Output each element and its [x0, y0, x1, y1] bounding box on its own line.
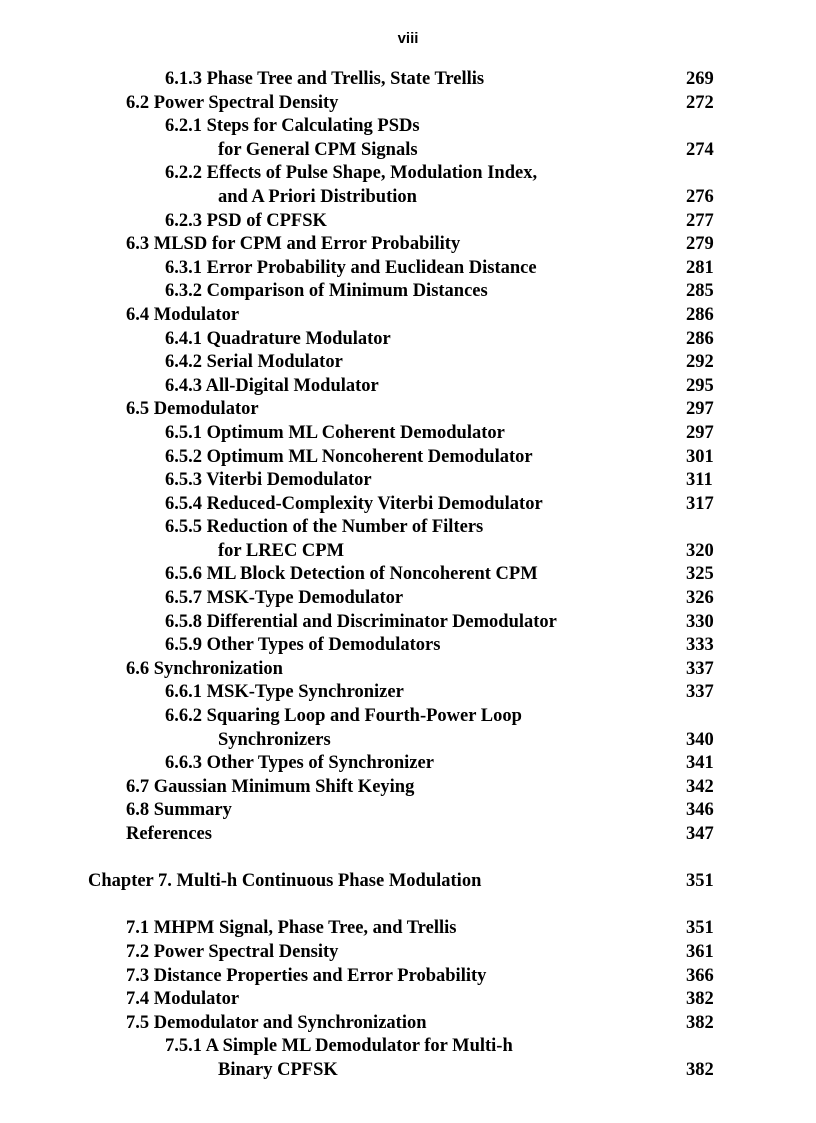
toc-entry-title: 6.5.1 Optimum ML Coherent Demodulator — [165, 422, 505, 443]
toc-entry-title: 6.8 Summary — [126, 800, 232, 821]
toc-entry — [0, 799, 816, 823]
toc-entry — [0, 941, 816, 965]
toc-entry-page: 286 — [686, 304, 714, 325]
toc-entry — [0, 516, 816, 540]
toc-entry-page: 279 — [686, 234, 714, 255]
toc-entry-page: 317 — [686, 493, 714, 514]
toc-entry — [0, 257, 816, 281]
toc-entry — [0, 375, 816, 399]
toc-entry-page: 274 — [686, 139, 714, 160]
toc-entry-page: 361 — [686, 941, 714, 962]
toc-entry-page: 272 — [686, 92, 714, 113]
toc-entry — [0, 469, 816, 493]
toc-entry-page: 351 — [686, 918, 714, 939]
toc-entry-title: 6.6.3 Other Types of Synchronizer — [165, 753, 434, 774]
toc-entry-page: 277 — [686, 210, 714, 231]
toc-entry — [0, 705, 816, 729]
toc-entry-title: 6.4.2 Serial Modulator — [165, 352, 343, 373]
toc-entry-title: 6.7 Gaussian Minimum Shift Keying — [126, 776, 415, 797]
toc-entry-title: for LREC CPM — [218, 540, 345, 561]
toc-entry-title: 6.3.2 Comparison of Minimum Distances — [165, 281, 488, 302]
toc-entry — [0, 587, 816, 611]
toc-entry-title: 6.5.4 Reduced-Complexity Viterbi Demodulator — [165, 493, 543, 514]
toc-spacer — [0, 847, 816, 871]
toc-entry-page: 330 — [686, 611, 714, 632]
toc-entry-page: 346 — [686, 800, 714, 821]
toc-entry — [0, 1059, 816, 1083]
toc-entry-title: 6.5 Demodulator — [126, 399, 259, 420]
toc-entry-title: 6.5.7 MSK-Type Demodulator — [165, 588, 404, 609]
toc-entry-title: 6.4 Modulator — [126, 304, 240, 325]
toc-entry-title: 6.5.3 Viterbi Demodulator — [165, 470, 372, 491]
toc-entry-title: Binary CPFSK — [218, 1059, 338, 1080]
toc-entry — [0, 776, 816, 800]
toc-entry-page: 347 — [686, 824, 714, 844]
toc-entry-page: 382 — [686, 1059, 714, 1080]
toc-entry-page: 297 — [686, 422, 714, 443]
toc-entry — [0, 917, 816, 941]
toc-entry — [0, 823, 816, 847]
toc-entry-page: 301 — [686, 446, 714, 467]
toc-entry-title: 6.5.2 Optimum ML Noncoherent Demodulator — [165, 446, 533, 467]
toc-entry-title: 6.1.3 Phase Tree and Trellis, State Trellis — [165, 69, 485, 89]
toc-entry-page: 269 — [686, 69, 714, 89]
toc-entry — [0, 92, 816, 116]
toc-entry-title: 7.4 Modulator — [126, 989, 240, 1010]
toc-entry — [0, 280, 816, 304]
toc-entry-title: 6.5.9 Other Types of Demodulators — [165, 635, 441, 656]
toc-entry — [0, 422, 816, 446]
toc-entry-page: 286 — [686, 328, 714, 349]
toc-entry-title: 6.6 Synchronization — [126, 658, 283, 679]
toc-entry — [0, 162, 816, 186]
toc-entry-page: 292 — [686, 352, 714, 373]
toc-entry-page: 382 — [686, 1012, 714, 1033]
toc-entry — [0, 115, 816, 139]
toc-entry-title: 6.3 MLSD for CPM and Error Probability — [126, 234, 461, 255]
toc-entry-title: 6.4.3 All-Digital Modulator — [165, 375, 379, 396]
toc-entry-page: 320 — [686, 540, 714, 561]
toc-entry — [0, 988, 816, 1012]
toc-entry — [0, 540, 816, 564]
toc-entry-page: 285 — [686, 281, 714, 302]
toc-entry — [0, 563, 816, 587]
toc-entry — [0, 398, 816, 422]
toc-entry — [0, 611, 816, 635]
toc-entry — [0, 681, 816, 705]
toc-entry-title: 7.5.1 A Simple ML Demodulator for Multi-h — [165, 1036, 513, 1057]
toc-entry-page: 337 — [686, 658, 714, 679]
toc-spacer — [0, 894, 816, 918]
toc-entry-page: 337 — [686, 682, 714, 703]
toc-entry — [0, 68, 816, 92]
toc-entry-page: 326 — [686, 588, 714, 609]
toc-entry — [0, 729, 816, 753]
toc-entry — [0, 186, 816, 210]
toc-entry — [0, 139, 816, 163]
toc-entry — [0, 1035, 816, 1059]
toc-entry — [0, 493, 816, 517]
toc-entry-title: 6.5.5 Reduction of the Number of Filters — [165, 517, 484, 538]
toc-entry-page: 351 — [686, 871, 714, 892]
toc-entry-page: 311 — [686, 470, 713, 491]
toc-entry-page: 325 — [686, 564, 714, 585]
toc-entry-title: 6.2.3 PSD of CPFSK — [165, 210, 327, 231]
toc-entry-title: Chapter 7. Multi-h Continuous Phase Modulation — [88, 871, 482, 892]
toc-entry-title: 6.3.1 Error Probability and Euclidean Distance — [165, 257, 537, 278]
toc-entry-page: 276 — [686, 186, 714, 207]
toc-entry-title: 6.6.2 Squaring Loop and Fourth-Power Loop — [165, 706, 522, 727]
toc-entry-page: 333 — [686, 635, 714, 656]
toc-chapter-entry — [0, 870, 816, 894]
toc-entry-title: 7.5 Demodulator and Synchronization — [126, 1012, 427, 1033]
toc-entry — [0, 634, 816, 658]
toc-entry-title: 6.2.2 Effects of Pulse Shape, Modulation Index, — [165, 163, 538, 184]
toc-entry — [0, 328, 816, 352]
toc-entry-title: 6.6.1 MSK-Type Synchronizer — [165, 682, 404, 703]
toc-entry — [0, 965, 816, 989]
toc-entry-title: 6.2 Power Spectral Density — [126, 92, 339, 113]
toc-entry-page: 297 — [686, 399, 714, 420]
toc-entry — [0, 658, 816, 682]
toc-entry-page: 342 — [686, 776, 714, 797]
toc-entry — [0, 210, 816, 234]
page-number: viii — [397, 30, 419, 47]
toc-entry-title: 7.1 MHPM Signal, Phase Tree, and Trellis — [126, 918, 457, 939]
toc-entry-title: 7.2 Power Spectral Density — [126, 941, 339, 962]
toc-entry-title: 6.5.6 ML Block Detection of Noncoherent CPM — [165, 564, 538, 585]
toc-entry — [0, 752, 816, 776]
toc-entry-title: 6.5.8 Differential and Discriminator Demodulator — [165, 611, 557, 632]
toc-entry-title: 7.3 Distance Properties and Error Probability — [126, 965, 487, 986]
toc-entry-page: 366 — [686, 965, 714, 986]
toc-entry-title: Synchronizers — [218, 729, 331, 750]
toc-entry-page: 281 — [686, 257, 714, 278]
toc-entry-page: 295 — [686, 375, 714, 396]
toc-entry — [0, 233, 816, 257]
toc-entry-page: 340 — [686, 729, 714, 750]
toc-entry-page: 341 — [686, 753, 714, 774]
toc-entry — [0, 446, 816, 470]
toc-entry-title: for General CPM Signals — [218, 139, 418, 160]
toc-entry-title: 6.2.1 Steps for Calculating PSDs — [165, 116, 420, 137]
table-of-contents — [0, 68, 816, 1083]
toc-entry-title: 6.4.1 Quadrature Modulator — [165, 328, 391, 349]
toc-entry — [0, 304, 816, 328]
toc-entry-page: 382 — [686, 989, 714, 1010]
toc-entry-title: References — [126, 824, 212, 844]
toc-entry — [0, 1012, 816, 1036]
toc-entry — [0, 351, 816, 375]
toc-entry-title: and A Priori Distribution — [218, 186, 417, 207]
